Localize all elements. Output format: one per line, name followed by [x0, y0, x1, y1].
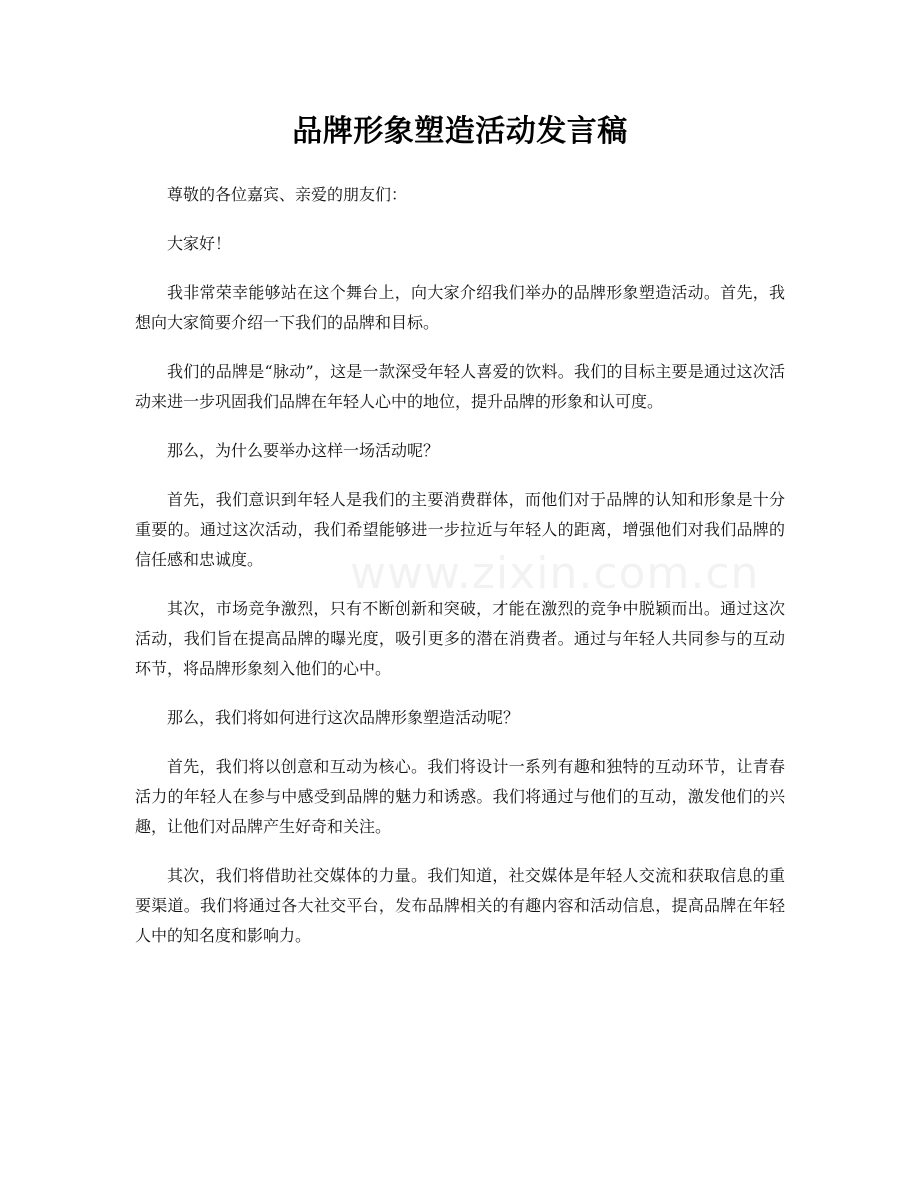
watermark: www.zixin.com.cn: [350, 548, 760, 599]
paragraph-reason-one: 首先，我们意识到年轻人是我们的主要消费群体，而他们对于品牌的认知和形象是十分重要的。通过这次活动，我们希望能够进一步拉近与年轻人的距离，增强他们对我们品牌的信任感和忠诚度。: [135, 490, 785, 569]
document-title: 品牌形象塑造活动发言稿: [292, 114, 628, 149]
paragraph-method-two: 其次，我们将借助社交媒体的力量。我们知道，社交媒体是年轻人交流和获取信息的重要渠道。我们将通过各大社交平台，发布品牌相关的有趣内容和活动信息，提高品牌在年轻人中的知名度和影响力。: [135, 866, 785, 945]
paragraph-reason-two: 其次，市场竞争激烈，只有不断创新和突破，才能在激烈的竞争中脱颖而出。通过这次活动，我们旨在提高品牌的曝光度，吸引更多的潜在消费者。通过与年轻人共同参与的互动环节，将品牌形象刻入他们的心中。: [135, 599, 785, 678]
paragraph-greeting: 尊敬的各位嘉宾、亲爱的朋友们：: [167, 185, 408, 204]
paragraph-brand: 我们的品牌是“脉动”，这是一款深受年轻人喜爱的饮料。我们的目标主要是通过这次活动来进一步巩固我们品牌在年轻人心中的地位，提升品牌的形象和认可度。: [135, 362, 785, 411]
paragraph-hello: 大家好！: [167, 234, 232, 253]
paragraph-method-one: 首先，我们将以创意和互动为核心。我们将设计一系列有趣和独特的互动环节，让青春活力的年轻人在参与中感受到品牌的魅力和诱惑。我们将通过与他们的互动，激发他们的兴趣，让他们对品牌产生好奇和关注。: [135, 757, 785, 836]
paragraph-why-question: 那么，为什么要举办这样一场活动呢？: [167, 441, 440, 460]
paragraph-intro: 我非常荣幸能够站在这个舞台上，向大家介绍我们举办的品牌形象塑造活动。首先，我想向大家简要介绍一下我们的品牌和目标。: [135, 283, 785, 332]
paragraph-how-question: 那么，我们将如何进行这次品牌形象塑造活动呢？: [167, 708, 520, 727]
document-body: [135, 180, 785, 970]
